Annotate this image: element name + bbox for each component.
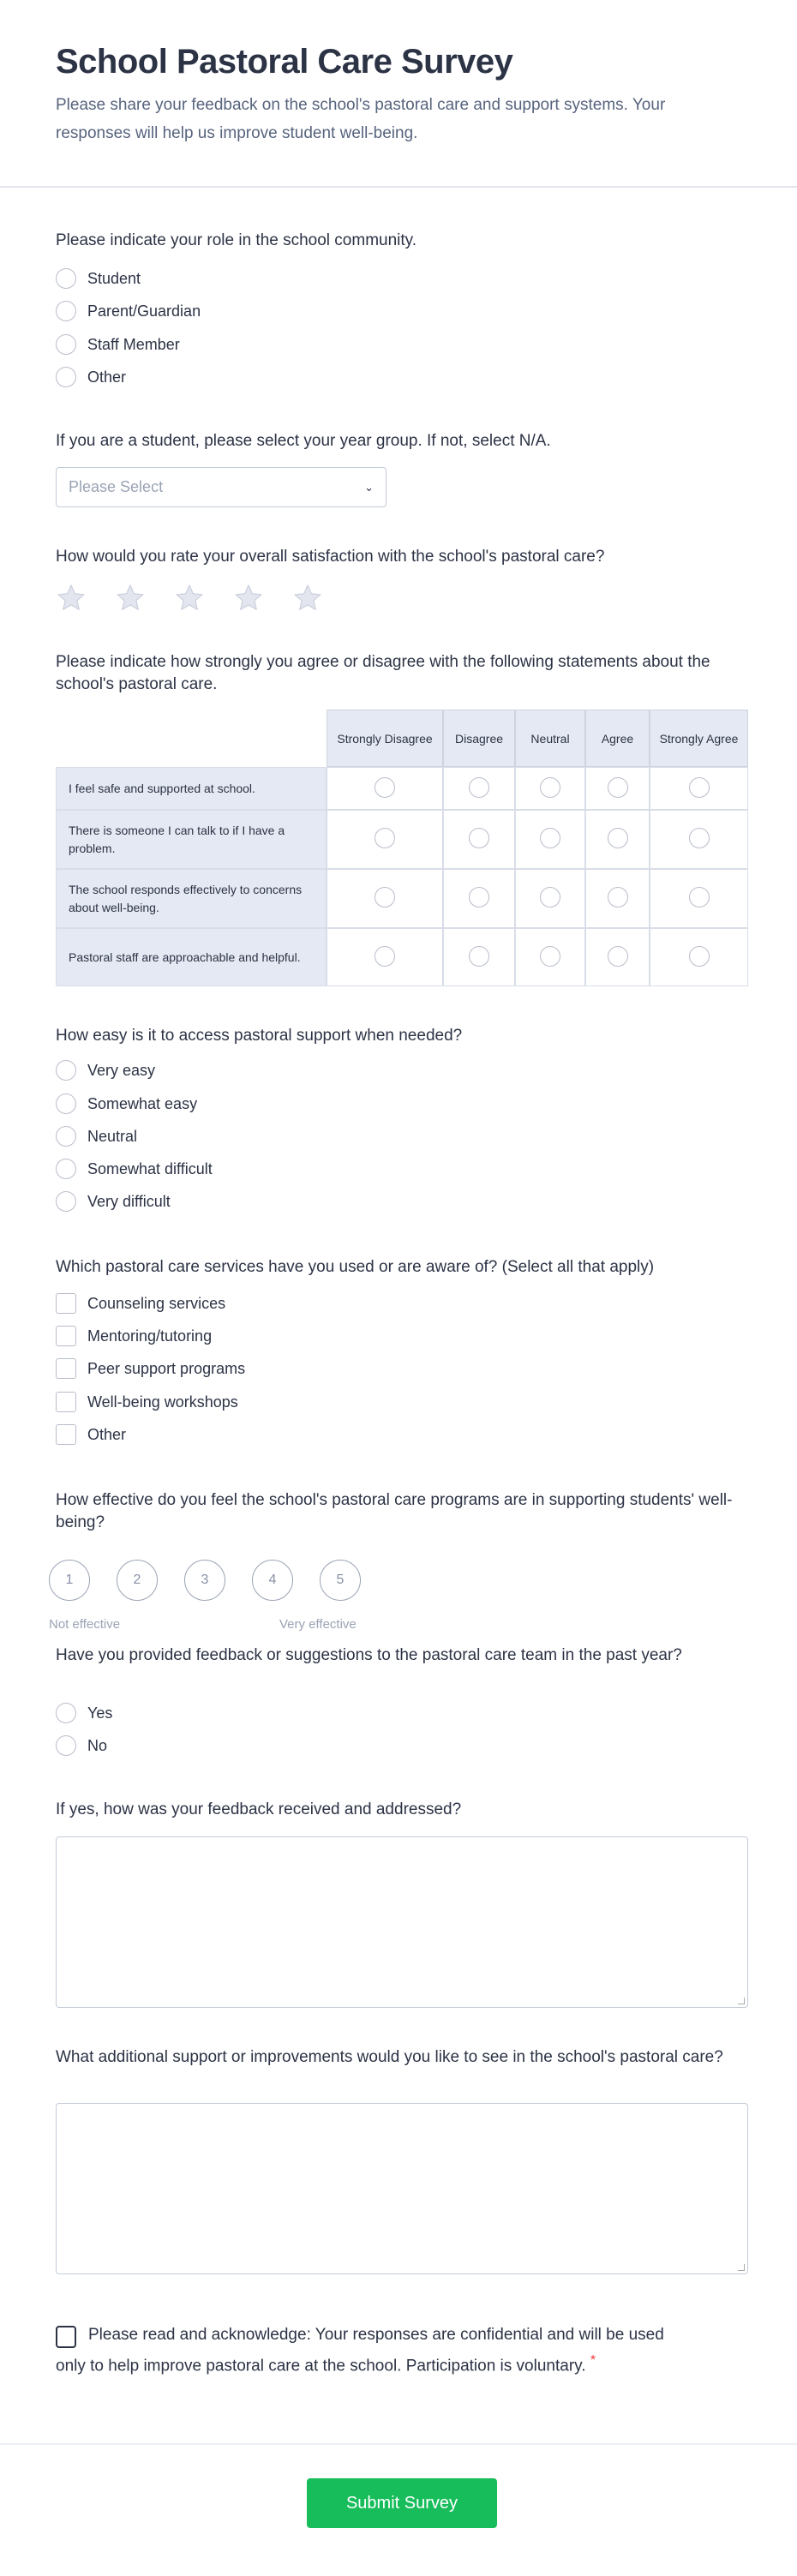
question-role-label: Please indicate your role in the school community. [56,231,417,249]
radio[interactable] [540,828,560,848]
radio[interactable] [608,828,628,848]
radio[interactable] [56,367,76,387]
question-satisfaction-label: How would you rate your overall satisfaction with the school's pastoral care? [56,548,605,566]
radio[interactable] [375,887,395,908]
radio[interactable] [608,777,628,798]
page-title: School Pastoral Care Survey [56,43,513,81]
access-option[interactable] [56,1123,137,1149]
year-group-select[interactable] [56,467,387,507]
radio[interactable] [689,828,710,848]
radio[interactable] [469,946,489,967]
access-option[interactable] [56,1057,155,1083]
required-mark: * [590,2353,596,2368]
checkbox[interactable] [56,1358,76,1379]
access-option[interactable] [56,1156,213,1182]
option-label: Yes [87,1704,113,1722]
scale-option[interactable]: 1 [49,1560,90,1601]
radio[interactable] [56,1060,76,1081]
page-description: Please share your feedback on the school's pastoral care and support systems. Your responses will help us improve student well-being. [56,96,666,142]
radio[interactable] [469,777,489,798]
question-year-label: If you are a student, please select your year group. If not, select N/A. [56,432,551,450]
star-icon[interactable] [232,583,265,614]
star-icon[interactable] [291,583,324,614]
question-effective-label: How effective do you feel the school's pastoral care programs are in supporting students' well-being? [56,1491,733,1531]
radio[interactable] [689,887,710,908]
radio[interactable] [608,946,628,967]
option-label: Very easy [87,1061,156,1079]
matrix-row [56,810,748,869]
question-services-label: Which pastoral care services have you used or are aware of? (Select all that apply) [56,1258,655,1276]
checkbox[interactable] [56,1392,76,1412]
matrix-row [56,928,748,986]
radio[interactable] [689,946,710,967]
radio[interactable] [469,887,489,908]
radio[interactable] [608,887,628,908]
question-matrix-label: Please indicate how strongly you agree or disagree with the following statements about the school's pastoral care. [56,653,710,693]
feedback-option-yes[interactable] [56,1700,112,1726]
radio[interactable] [56,268,76,289]
agreement-matrix [56,710,748,986]
consent-label: Please read and acknowledge: Your responses are confidential and will be used only to help improve pastoral care at the school. Participation is voluntary. [56,2326,664,2375]
column-header: Strongly Disagree [327,710,443,767]
option-label: Counseling services [87,1294,226,1312]
star-rating[interactable] [55,583,324,614]
row-label: The school responds effectively to concerns about well-being. [56,869,327,928]
radio[interactable] [56,1191,76,1212]
radio[interactable] [56,1159,76,1179]
radio[interactable] [689,777,710,798]
option-label: Parent/Guardian [87,302,201,320]
matrix-row [56,767,748,810]
row-label: I feel safe and supported at school. [56,767,327,810]
access-option[interactable] [56,1091,197,1117]
chevron-down-icon: ⌄ [364,480,374,494]
radio[interactable] [469,828,489,848]
option-label: Very difficult [87,1192,171,1210]
star-icon[interactable] [114,583,147,614]
resize-handle-icon[interactable] [738,2264,745,2271]
divider [0,2443,797,2445]
role-option-staff[interactable] [56,332,180,357]
option-label: Somewhat easy [87,1094,198,1112]
effectiveness-scale [49,1560,361,1601]
radio[interactable] [56,334,76,355]
star-icon[interactable] [173,583,206,614]
service-option[interactable] [56,1323,212,1349]
consent-text [56,2322,673,2379]
radio[interactable] [540,777,560,798]
column-header: Neutral [515,710,585,767]
radio[interactable] [56,301,76,321]
radio[interactable] [56,1735,76,1756]
select-placeholder: Please Select [69,478,164,495]
scale-option[interactable]: 5 [320,1560,361,1601]
radio[interactable] [56,1703,76,1723]
radio[interactable] [56,1093,76,1114]
scale-min-label: Not effective [49,1617,121,1632]
service-option[interactable] [56,1389,238,1415]
matrix-row [56,869,748,928]
radio[interactable] [375,946,395,967]
radio[interactable] [540,887,560,908]
option-label: Somewhat difficult [87,1159,213,1177]
scale-max-label: Very effective [279,1617,357,1632]
feedback-option-no[interactable] [56,1733,107,1758]
service-option[interactable] [56,1356,245,1381]
submit-survey-button[interactable]: Submit Survey [307,2478,497,2528]
option-label: Well-being workshops [87,1393,238,1411]
scale-option[interactable]: 4 [252,1560,293,1601]
column-header: Strongly Agree [650,710,748,767]
question-access-label: How easy is it to access pastoral support when needed? [56,1027,463,1045]
radio[interactable] [375,828,395,848]
role-option-parent[interactable] [56,298,201,324]
option-label: Student [87,269,141,287]
checkbox[interactable] [56,1293,76,1314]
row-label: There is someone I can talk to if I have a problem. [56,810,327,869]
checkbox[interactable] [56,1326,76,1346]
scale-option[interactable]: 2 [117,1560,158,1601]
question-feedback-label: Have you provided feedback or suggestions to the pastoral care team in the past year? [56,1646,682,1664]
feedback-received-textarea[interactable] [56,1836,748,2008]
row-label: Pastoral staff are approachable and helpful. [56,928,327,986]
service-option[interactable] [56,1422,126,1447]
option-label: Staff Member [87,335,180,353]
option-label: No [87,1736,108,1754]
column-header: Agree [585,710,650,767]
option-label: Peer support programs [87,1359,246,1377]
option-label: Neutral [87,1127,138,1145]
improvements-textarea[interactable] [56,2103,748,2274]
role-option-other[interactable] [56,364,126,390]
question-improve-label: What additional support or improvements would you like to see in the school's pastoral care? [56,2048,723,2066]
radio[interactable] [375,777,395,798]
access-option[interactable] [56,1189,171,1214]
option-label: Other [87,368,127,386]
question-received-label: If yes, how was your feedback received and addressed? [56,1800,462,1818]
star-icon[interactable] [55,583,87,614]
scale-option[interactable]: 3 [184,1560,225,1601]
service-option[interactable] [56,1291,225,1316]
radio[interactable] [56,1126,76,1147]
column-header: Disagree [443,710,515,767]
option-label: Other [87,1425,127,1443]
radio[interactable] [540,946,560,967]
resize-handle-icon[interactable] [738,1998,745,2004]
checkbox[interactable] [56,1424,76,1445]
divider [0,186,797,188]
option-label: Mentoring/tutoring [87,1327,213,1345]
role-option-student[interactable] [56,266,141,291]
